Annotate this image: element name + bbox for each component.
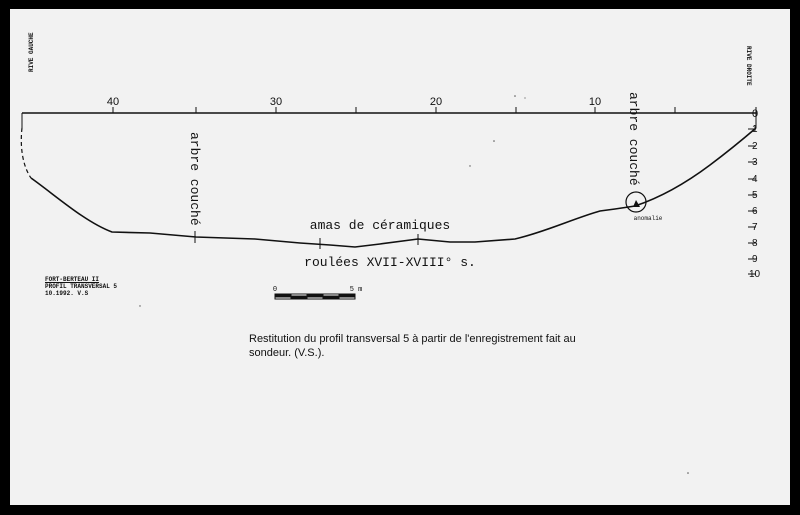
distance-tick-30: 30 xyxy=(269,96,283,108)
distance-tick-20: 20 xyxy=(429,96,443,108)
depth-tick-3: 3 xyxy=(752,157,758,168)
depth-tick-6: 6 xyxy=(752,206,758,217)
anomaly-label: anomalie xyxy=(633,215,663,222)
distance-tick-0: 0 xyxy=(751,108,759,120)
scale-end-label: 5 m xyxy=(349,286,363,294)
tree-left-annotation: arbre couché xyxy=(187,132,202,226)
scale-bar xyxy=(275,294,355,299)
distance-ticks xyxy=(22,107,759,128)
credit-date: 10.1992. V.S xyxy=(45,290,89,297)
credit-profile: PROFIL TRANSVERSAL 5 xyxy=(45,283,118,290)
anomaly-mark xyxy=(633,200,640,207)
credit-site: FORT-BERTEAU II xyxy=(45,276,100,283)
figure-caption: Restitution du profil transversal 5 à partir de l'enregistrement fait au sondeur. (V.S.). xyxy=(249,333,576,359)
right-bank-label: RIVE DROITE xyxy=(745,46,752,86)
tree-right-annotation: arbre couché xyxy=(626,92,641,186)
depth-tick-7: 7 xyxy=(752,222,758,233)
depth-tick-10: 10 xyxy=(749,269,761,280)
left-bank-label: RIVE GAUCHE xyxy=(28,32,35,72)
depth-tick-4: 4 xyxy=(752,174,758,185)
left-bank-dashed xyxy=(21,128,31,178)
ceramics-annotation-line2: roulées XVII-XVIII° s. xyxy=(304,255,476,270)
ceramics-annotation-line1: amas de céramiques xyxy=(309,218,451,233)
scale-zero-label: 0 xyxy=(272,286,278,294)
depth-tick-2: 2 xyxy=(752,141,758,152)
depth-tick-1: 1 xyxy=(752,124,758,135)
paper-specks xyxy=(139,95,689,474)
depth-tick-8: 8 xyxy=(752,238,758,249)
distance-tick-10: 10 xyxy=(588,96,602,108)
distance-tick-40: 40 xyxy=(106,96,120,108)
credit-block xyxy=(45,276,117,297)
depth-tick-9: 9 xyxy=(752,254,758,265)
depth-tick-5: 5 xyxy=(752,190,758,201)
